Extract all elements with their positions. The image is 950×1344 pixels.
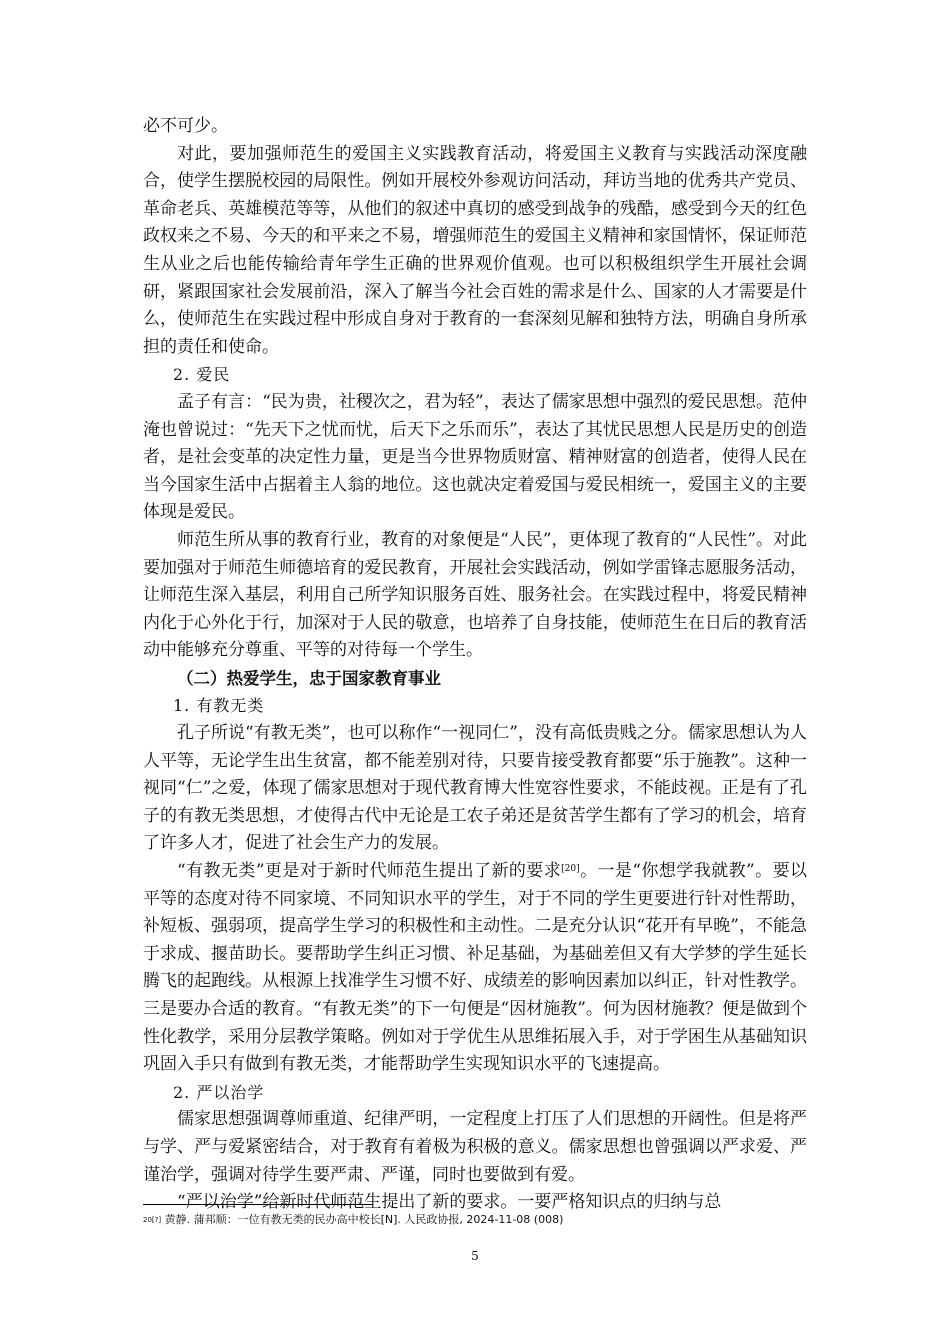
paragraph-text-part: “有教无类”更是对于新时代师范生提出了新的要求 (177, 861, 562, 882)
section-heading-love-students: （二）热爱学生，忠于国家教育事业 (177, 668, 441, 688)
paragraph-new-requirements (143, 858, 807, 1079)
paragraph-mencius: 孟子有言：“民为贵，社稷次之，君为轻”，表达了儒家思想中强烈的爱民思想。范仲淹也曾说过：“先天下之忧而忧，后天下之乐而乐”，表达了其忧民思想人民是历史的创造者，是社会变革的决定性力量，更是当今世界物质财富、精神财富的创造者，使得人民在当今国家生活中占据着主人翁的地位。这也就决定着爱国与爱民相统一，爱国主义的主要体现是爱民。 (143, 391, 807, 523)
paragraph-people-education: 师范生所从事的教育行业，教育的对象便是“人民”，更体现了教育的“人民性”。对此要加强对于师范生师德培育的爱民教育，开展社会实践活动，例如学雷锋志愿服务活动，让师范生深入基层，利用自己所学知识服务百姓、服务社会。在实践过程中，将爱民精神内化于心外化于行，加深对于人民的敬意，也培养了自身技能，使师范生在日后的教育活动中能够充分尊重、平等的对待每一个学生。 (143, 529, 807, 661)
footnote (143, 1212, 807, 1228)
paragraph-strict-discipline: 儒家思想强调尊师重道、纪律严明，一定程度上打压了人们思想的开阔性。但是将严与学、严与爱紧密结合，对于教育有着极为积极的意义。儒家思想也曾强调以严求爱、严谨治学，强调对待学生要严肃、严谨，同时也要做到有爱。 (143, 1109, 807, 1185)
paragraph-continuation: 必不可少。 (143, 116, 228, 136)
paragraph-confucius: 孔子所说“有教无类”，也可以称作“一视同仁”，没有高低贵贱之分。儒家思想认为人人平等，无论学生出生贫富，都不能差别对待，只要肯接受教育都要“乐于施教”。这种一视同“仁”之爱，体现了儒家思想对于现代教育博大性宽容性要求，不能歧视。正是有了孔子的有教无类思想，才使得古代中无论是工农子弟还是贫苦学生都有了学习的机会，培育了许多人才，促进了社会生产力的发展。 (143, 723, 807, 854)
page-number: 5 (471, 1249, 479, 1263)
paragraph-practice-education: 对此，要加强师范生的爱国主义实践教育活动，将爱国主义教育与实践活动深度融合，使学生摆脱校园的局限性。例如开展校外参观访问活动，拜访当地的优秀共产党员、革命老兵、英雄模范等等，从他们的叙述中真切的感受到战争的残酷，感受到今天的红色政权来之不易、今天的和平来之不易，增强师范生的爱国主义精神和家国情怀，保证师范生从业之后也能传输给青年学生正确的世界观价值观。也可以积极组织学生开展社会调研，紧跟国家社会发展前沿，深入了解当今社会百姓的需求是什么、国家的人才需要是什么，使师范生在实践过程中形成自身对于教育的一套深刻见解和独特方法，明确自身所承担的责任和使命。 (143, 143, 807, 357)
citation-ref[interactable]: [20] (561, 864, 580, 875)
footnote-marker: 20[?] (143, 1216, 162, 1224)
body-text (143, 113, 807, 1217)
subheading-aimin: 2. 爱民 (173, 365, 231, 385)
paragraph-strict-requirements: “严以治学”给新时代师范生提出了新的要求。一要严格知识点的归纳与总 (177, 1192, 722, 1213)
subheading-youjiao-wulei: 1. 有教无类 (173, 696, 265, 716)
footnote-separator (143, 1204, 373, 1205)
footnote-text: 黄静. 蒲邦顺：一位有教无类的民办高中校长[N]. 人民政协报, 2024-11-08 (008) (161, 1213, 564, 1226)
paragraph-text-part: 。一是“你想学我就教”。要以平等的态度对待不同家境、不同知识水平的学生，对于不同的学生更要进行针对性帮助，补短板、强弱项，提高学生学习的积极性和主动性。二是充分认识“花开有早晚”，不能急于求成、揠苗助长。要帮助学生纠正习惯、补足基础，为基础差但又有大学梦的学生延长腾飞的起跑线。从根源上找准学生习惯不好、成绩差的影响因素加以纠正，针对性教学。三是要办合适的教育。“有教无类”的下一句便是“因材施教”。何为因材施教？便是做到个性化教学，采用分层教学策略。例如对于学优生从思维拓展入手，对于学困生从基础知识巩固入手只有做到有教无类，才能帮助学生实现知识水平的飞速提高。 (143, 861, 807, 1075)
subheading-yanyi-zhixue: 2. 严以治学 (173, 1082, 265, 1102)
